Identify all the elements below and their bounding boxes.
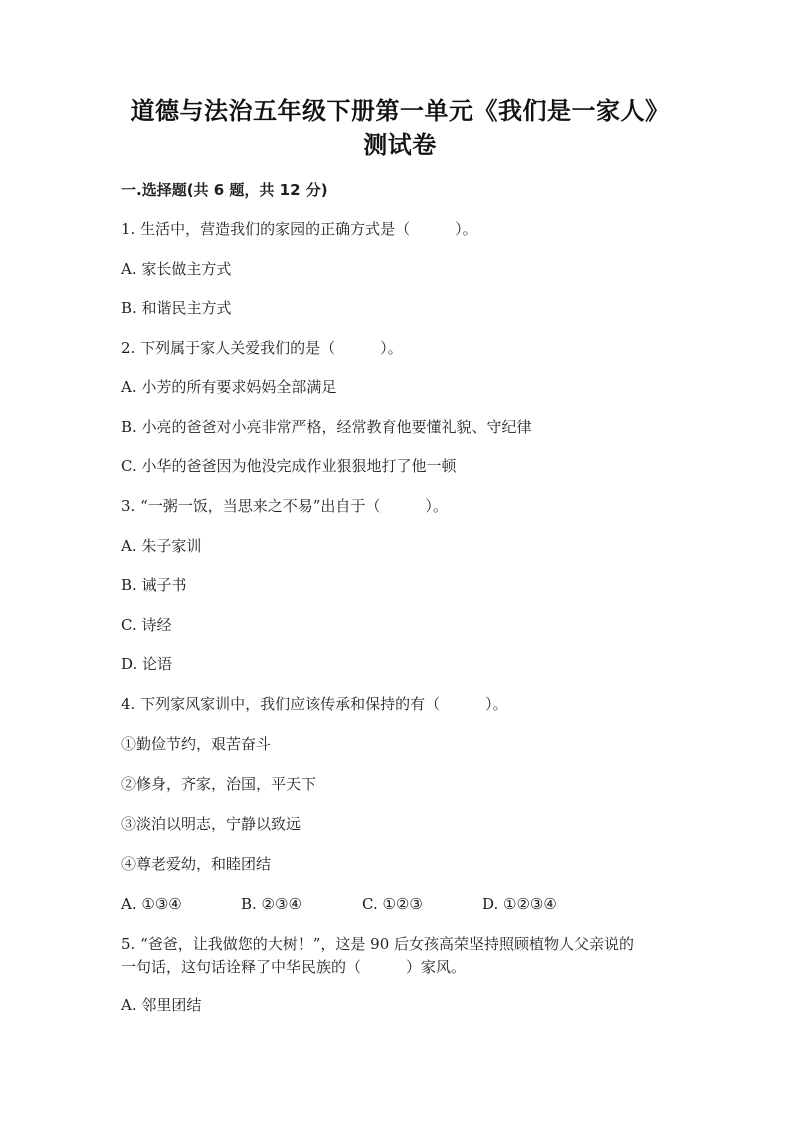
- exam-title-line2: 测试卷: [363, 130, 437, 159]
- question-2-option-a: A. 小芳的所有要求妈妈全部满足: [121, 378, 337, 396]
- question-3-option-d: D. 论语: [121, 655, 173, 673]
- question-4-option-d: D. ①②③④: [482, 895, 557, 913]
- question-2-option-c: C. 小华的爸爸因为他没完成作业狠狠地打了他一顿: [121, 457, 457, 475]
- question-5-stem-line1: 5. “爸爸，让我做您的大树！”，这是 90 后女孩高荣坚持照顾植物人父亲说的: [121, 935, 635, 953]
- exam-title-line1: 道德与法治五年级下册第一单元《我们是一家人》: [130, 96, 670, 125]
- question-2-stem: 2. 下列属于家人关爱我们的是（ ）。: [121, 339, 403, 357]
- question-4-option-b: B. ②③④: [241, 895, 302, 913]
- question-1-stem: 1. 生活中，营造我们的家园的正确方式是（ ）。: [121, 220, 478, 238]
- question-1-option-a: A. 家长做主方式: [121, 260, 232, 278]
- question-4-options: [121, 894, 681, 914]
- question-5-option-a: A. 邻里团结: [121, 996, 202, 1014]
- question-4-item-2: ②修身，齐家，治国，平天下: [121, 775, 317, 793]
- question-5-stem-line2: 一句话，这句话诠释了中华民族的（ ）家风。: [121, 958, 467, 976]
- question-4-option-c: C. ①②③: [362, 895, 423, 913]
- question-3-option-b: B. 诫子书: [121, 576, 187, 594]
- question-3-stem: 3. “一粥一饭，当思来之不易”出自于（ ）。: [121, 497, 448, 515]
- question-4-option-a: A. ①③④: [121, 895, 182, 913]
- question-4-item-4: ④尊老爱幼，和睦团结: [121, 855, 272, 873]
- section-heading: 一.选择题(共 6 题，共 12 分): [121, 181, 328, 199]
- question-4-item-1: ①勤俭节约，艰苦奋斗: [121, 735, 272, 753]
- question-4-item-3: ③淡泊以明志，宁静以致远: [121, 815, 302, 833]
- question-3-option-c: C. 诗经: [121, 616, 172, 634]
- question-2-option-b: B. 小亮的爸爸对小亮非常严格，经常教育他要懂礼貌、守纪律: [121, 418, 532, 436]
- question-3-option-a: A. 朱子家训: [121, 537, 202, 555]
- question-4-stem: 4. 下列家风家训中，我们应该传承和保持的有（ ）。: [121, 695, 508, 713]
- question-1-option-b: B. 和谐民主方式: [121, 299, 232, 317]
